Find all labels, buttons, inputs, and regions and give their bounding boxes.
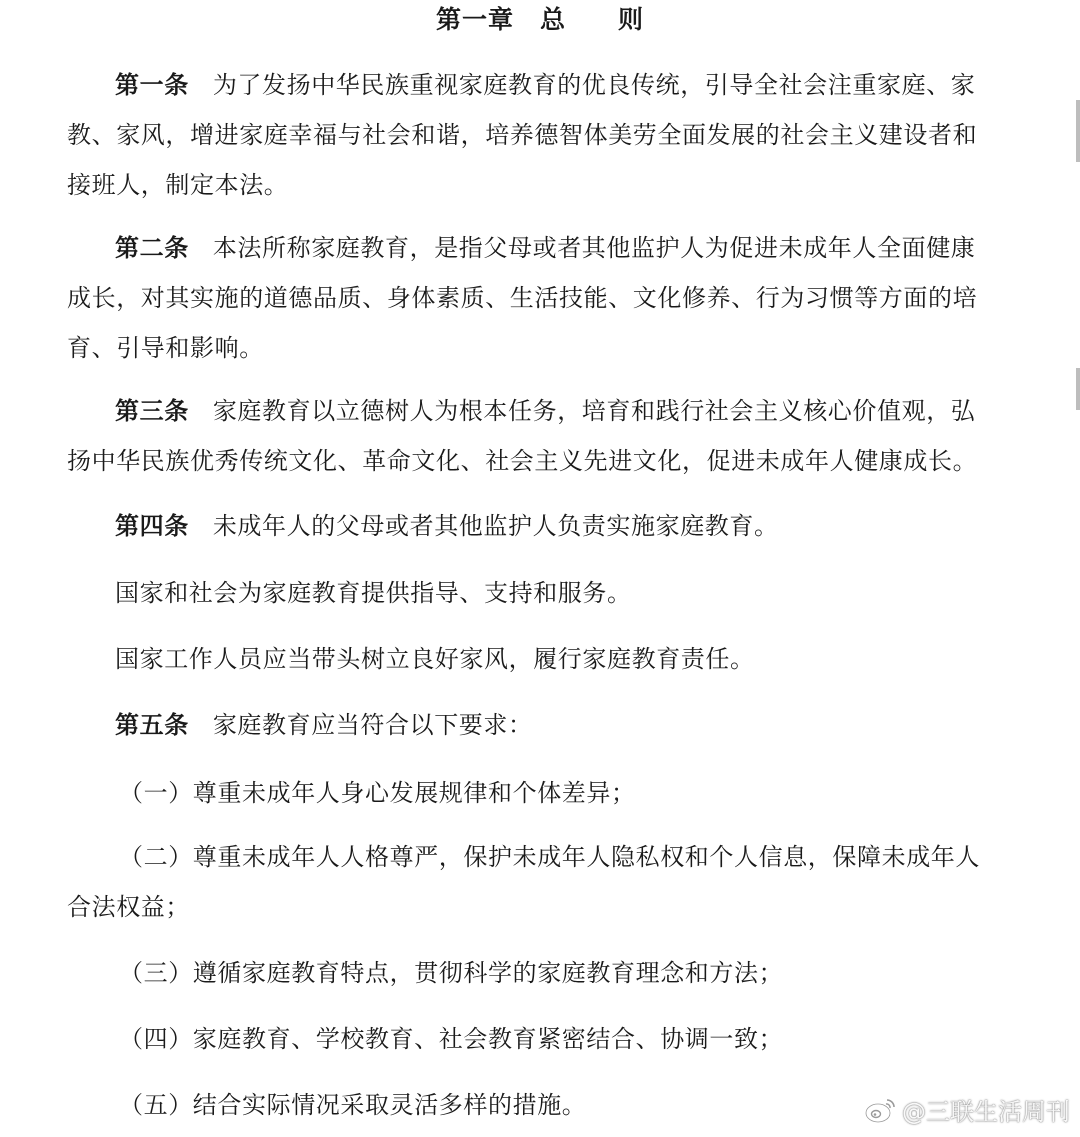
article-text: 家庭教育以立德树人为根本任务，培育和践行社会主义核心价值观，弘扬中华民族优秀传统文化、革命文化、社会主义先进文化，促进未成年人健康成长。 [67, 397, 978, 475]
article-label: 第五条 [115, 710, 189, 739]
article-text: 未成年人的父母或者其他监护人负责实施家庭教育。 [212, 512, 779, 540]
article-2 [67, 223, 997, 373]
page-edge-mark [1076, 100, 1080, 162]
article-5-item-2: （二）尊重未成年人人格尊严，保护未成年人隐私权和个人信息，保障未成年人合法权益； [67, 843, 980, 921]
article-5 [67, 700, 997, 750]
watermark [864, 1092, 1070, 1127]
article-5-item-3: （三）遵循家庭教育特点，贯彻科学的家庭教育理念和方法； [119, 959, 784, 987]
article-label: 第二条 [115, 233, 189, 262]
article-5-item-5: （五）结合实际情况采取灵活多样的措施。 [119, 1091, 587, 1119]
chapter-name-part1: 总 [539, 5, 566, 34]
article-text: 为了发扬中华民族重视家庭教育的优良传统，引导全社会注重家庭、家教、家风，增进家庭幸福与社会和谐，培养德智体美劳全面发展的社会主义建设者和接班人，制定本法。 [67, 71, 978, 199]
article-4-paragraph-2: 国家和社会为家庭教育提供指导、支持和服务。 [115, 579, 632, 607]
watermark-text: @三联生活周刊 [902, 1098, 1070, 1126]
article-label: 第一条 [115, 70, 189, 99]
page-edge-mark [1076, 368, 1080, 410]
article-4 [67, 501, 997, 551]
article-label: 第四条 [115, 511, 189, 540]
article-3 [67, 386, 997, 486]
chapter-title [0, 2, 1080, 38]
article-5-item-4: （四）家庭教育、学校教育、社会教育紧密结合、协调一致； [119, 1025, 784, 1053]
article-label: 第三条 [115, 396, 189, 425]
article-1 [67, 60, 997, 210]
article-5-item-1: （一）尊重未成年人身心发展规律和个体差异； [119, 779, 636, 807]
article-text: 家庭教育应当符合以下要求： [212, 711, 533, 739]
chapter-name-part2: 则 [618, 5, 645, 34]
weibo-icon [864, 1096, 898, 1124]
article-4-paragraph-3: 国家工作人员应当带头树立良好家风，履行家庭教育责任。 [115, 645, 755, 673]
chapter-number: 第一章 [435, 5, 514, 34]
article-text: 本法所称家庭教育，是指父母或者其他监护人为促进未成年人全面健康成长，对其实施的道德品质、身体素质、生活技能、文化修养、行为习惯等方面的培育、引导和影响。 [67, 234, 978, 362]
